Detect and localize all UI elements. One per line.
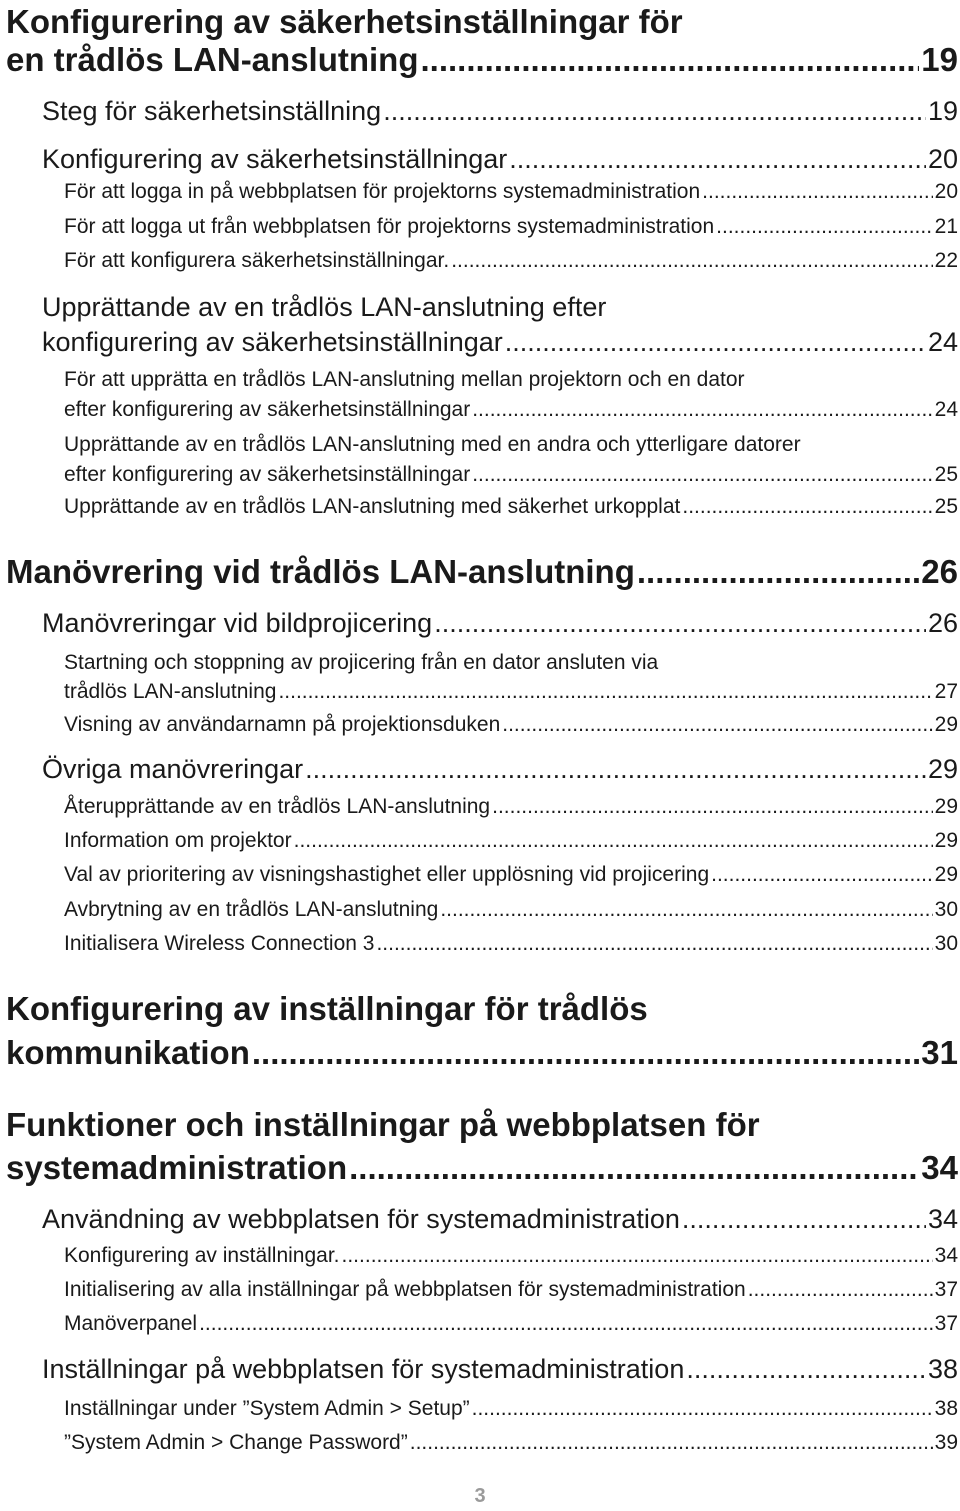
- dot-leader: [410, 1429, 933, 1457]
- dot-leader: [505, 325, 926, 359]
- dot-leader: [349, 1148, 919, 1188]
- toc-entry-title: Manövreringar vid bildprojicering: [42, 608, 433, 638]
- toc-page-number: 20: [934, 180, 958, 203]
- toc-entry-line: [42, 1202, 958, 1236]
- toc-entry-line: [6, 1148, 958, 1188]
- toc-entry-title: För att konfigurera säkerhetsinställningar.: [64, 249, 450, 272]
- toc-entry-title: kommunikation: [6, 1034, 250, 1071]
- toc-entry-line: [64, 461, 958, 489]
- dot-leader: [702, 178, 932, 206]
- dot-leader: [509, 142, 926, 176]
- toc-page-number: 29: [934, 863, 958, 886]
- toc-page-number: 20: [927, 144, 958, 174]
- toc-page-number: 26: [927, 608, 958, 638]
- toc-page-number: 25: [934, 463, 958, 486]
- dot-leader: [682, 1202, 926, 1236]
- toc-entry-title: trådlös LAN-anslutning: [64, 680, 277, 703]
- toc-entry-line: [42, 94, 958, 128]
- toc-page-number: 25: [934, 495, 958, 518]
- toc-page-number: 24: [927, 327, 958, 357]
- toc-entry-title: Manövrering vid trådlös LAN-anslutning: [6, 553, 635, 590]
- toc-entry-line: [64, 431, 801, 459]
- toc-page-number: 21: [934, 215, 958, 238]
- toc-page-number: 38: [927, 1354, 958, 1384]
- dot-leader: [440, 896, 932, 924]
- toc-entry-line: [6, 1105, 760, 1145]
- toc-entry-title: Initialisera Wireless Connection 3: [64, 932, 375, 955]
- dot-leader: [492, 793, 933, 821]
- toc-entry-title: en trådlös LAN-anslutning: [6, 41, 419, 78]
- dot-leader: [376, 930, 932, 958]
- page-number: 3: [474, 1485, 486, 1507]
- toc-entry-line: [64, 178, 958, 206]
- toc-page-number: 34: [934, 1244, 958, 1267]
- toc-entry-line: [64, 1242, 958, 1270]
- toc-entry-line: [6, 1033, 958, 1073]
- toc-entry-line: [64, 678, 958, 706]
- dot-leader: [472, 461, 932, 489]
- dot-leader: [637, 552, 919, 592]
- toc-page-number: 37: [934, 1278, 958, 1301]
- toc-entry-title: Konfigurering av säkerhetsinställningar för: [6, 3, 683, 40]
- toc-entry-line: [42, 606, 958, 640]
- toc-entry-line: [42, 752, 958, 786]
- toc-entry-title: Övriga manövreringar: [42, 754, 304, 784]
- toc-page-number: 34: [927, 1204, 958, 1234]
- dot-leader: [252, 1033, 919, 1073]
- dot-leader: [434, 606, 926, 640]
- toc-entry-title: Initialisering av alla inställningar på webbplatsen för systemadministration: [64, 1278, 746, 1301]
- toc-entry-line: [64, 1429, 958, 1457]
- toc-entry-title: För att logga in på webbplatsen för projektorns systemadministration: [64, 180, 701, 203]
- toc-entry-title: Startning och stoppning av projicering från en dator ansluten via: [64, 651, 659, 674]
- dot-leader: [686, 1352, 926, 1386]
- toc-page-number: 38: [934, 1397, 958, 1420]
- toc-page-number: 27: [934, 680, 958, 703]
- toc-entry-line: [64, 213, 958, 241]
- toc-entry-line: [64, 649, 658, 677]
- toc-entry-title: Upprättande av en trådlös LAN-anslutning med säkerhet urkopplat: [64, 495, 681, 518]
- toc-entry-line: [6, 989, 648, 1029]
- dot-leader: [711, 861, 933, 889]
- toc-entry-line: [64, 366, 745, 394]
- toc-entry-title: systemadministration: [6, 1149, 348, 1186]
- dot-leader: [278, 678, 932, 706]
- toc-entry-title: För att upprätta en trådlös LAN-anslutning mellan projektorn och en dator: [64, 368, 745, 391]
- toc-entry-title: efter konfigurering av säkerhetsinställningar: [64, 463, 471, 486]
- toc-page-number: 26: [921, 553, 958, 590]
- dot-leader: [748, 1276, 933, 1304]
- toc-entry-line: [64, 247, 958, 275]
- toc-entry-title: Upprättande av en trådlös LAN-anslutning med en andra och ytterligare datorer: [64, 433, 801, 456]
- toc-page-number: 19: [921, 41, 958, 78]
- toc-page-number: 29: [934, 713, 958, 736]
- toc-entry-line: [64, 793, 958, 821]
- toc-entry-line: [42, 142, 958, 176]
- dot-leader: [342, 1242, 933, 1270]
- toc-entry-title: Manöverpanel: [64, 1312, 198, 1335]
- dot-leader: [199, 1310, 933, 1338]
- toc-entry-line: [64, 1276, 958, 1304]
- dot-leader: [383, 94, 926, 128]
- dot-leader: [472, 396, 932, 424]
- dot-leader: [451, 247, 932, 275]
- toc-entry-line: [64, 930, 958, 958]
- dot-leader: [502, 711, 932, 739]
- toc-entry-line: [42, 1352, 958, 1386]
- dot-leader: [682, 493, 932, 521]
- toc-entry-title: Funktioner och inställningar på webbplatsen för: [6, 1106, 760, 1143]
- toc-entry-title: Återupprättande av en trådlös LAN-anslutning: [64, 795, 491, 818]
- dot-leader: [294, 827, 933, 855]
- toc-entry-title: efter konfigurering av säkerhetsinställningar: [64, 398, 471, 421]
- dot-leader: [305, 752, 926, 786]
- toc-entry-line: [42, 325, 958, 359]
- toc-page-number: 29: [927, 754, 958, 784]
- toc-entry-title: Avbrytning av en trådlös LAN-anslutning: [64, 898, 439, 921]
- toc-entry-title: konfigurering av säkerhetsinställningar: [42, 327, 503, 357]
- toc-entry-line: [6, 552, 958, 592]
- toc-page-number: 30: [934, 898, 958, 921]
- toc-page-number: 22: [934, 249, 958, 272]
- dot-leader: [421, 40, 920, 80]
- toc-entry-line: [64, 1310, 958, 1338]
- toc-entry-line: [64, 493, 958, 521]
- toc-page-number: 29: [934, 795, 958, 818]
- toc-entry-line: [6, 2, 683, 42]
- toc-entry-title: Steg för säkerhetsinställning: [42, 96, 382, 126]
- dot-leader: [472, 1395, 933, 1423]
- toc-entry-title: Konfigurering av säkerhetsinställningar: [42, 144, 508, 174]
- dot-leader: [716, 213, 932, 241]
- toc-entry-title: Information om projektor: [64, 829, 292, 852]
- toc-page-number: 39: [934, 1431, 958, 1454]
- toc-page-number: 31: [921, 1034, 958, 1071]
- toc-entry-line: [42, 290, 606, 324]
- toc-entry-title: Visning av användarnamn på projektionsduken: [64, 713, 501, 736]
- toc-entry-line: [64, 827, 958, 855]
- toc-entry-line: [64, 861, 958, 889]
- toc-entry-title: ”System Admin > Change Password”: [64, 1431, 408, 1454]
- toc-page-number: 19: [927, 96, 958, 126]
- toc-page-number: 29: [934, 829, 958, 852]
- toc-entry-title: Konfigurering av inställningar för trådlös: [6, 990, 648, 1027]
- toc-page-number: 34: [921, 1149, 958, 1186]
- toc-entry-title: Upprättande av en trådlös LAN-anslutning efter: [42, 292, 607, 322]
- toc-entry-line: [6, 40, 958, 80]
- toc-page-number: 30: [934, 932, 958, 955]
- toc-entry-line: [64, 396, 958, 424]
- toc-entry-line: [64, 1395, 958, 1423]
- toc-page-number: 24: [934, 398, 958, 421]
- toc-page-number: 37: [934, 1312, 958, 1335]
- toc-entry-line: [64, 711, 958, 739]
- toc-entry-line: [64, 896, 958, 924]
- toc-entry-title: Inställningar på webbplatsen för systemadministration: [42, 1354, 685, 1384]
- toc-entry-title: För att logga ut från webbplatsen för projektorns systemadministration: [64, 215, 715, 238]
- toc-entry-title: Användning av webbplatsen för systemadministration: [42, 1204, 680, 1234]
- toc-entry-title: Val av prioritering av visningshastighet eller upplösning vid projicering: [64, 863, 710, 886]
- toc-entry-title: Konfigurering av inställningar.: [64, 1244, 340, 1267]
- toc-entry-title: Inställningar under ”System Admin > Setup”: [64, 1397, 470, 1420]
